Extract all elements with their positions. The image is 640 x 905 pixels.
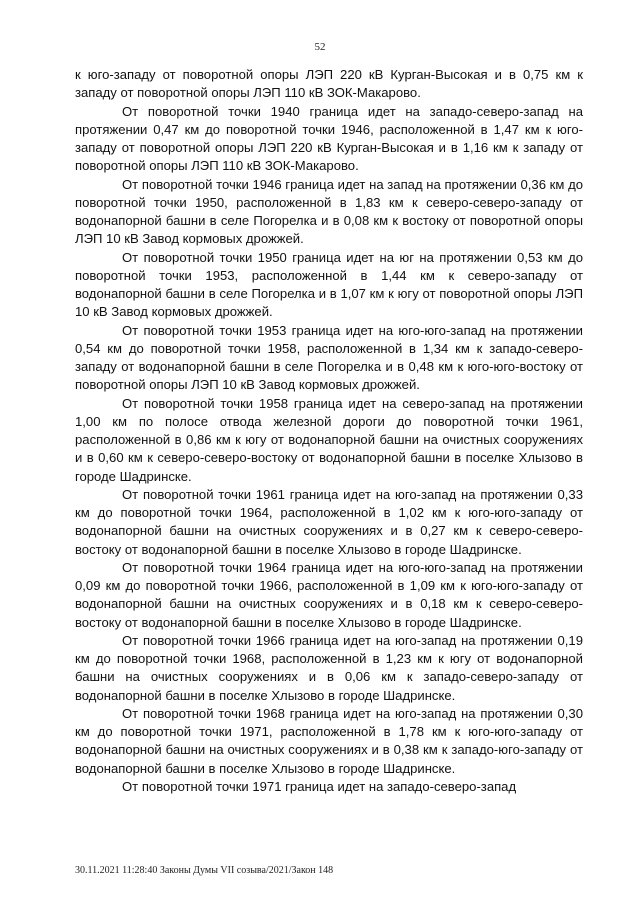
paragraph: От поворотной точки 1958 граница идет на северо-запад на протяжении 1,00 км по полосе отвода железной дороги до поворотной точки 1961, расположенной в 0,86 км к югу от водонапорной башни на очистных сооружениях и в 0,60 км к северо-северо-востоку от водонапорной башни в поселке Хлызово в городе Шадринске.: [75, 395, 583, 484]
paragraph: От поворотной точки 1968 граница идет на юго-запад на протяжении 0,30 км до поворотной точки 1971, расположенной в 1,78 км к юго-юго-западу от водонапорной башни на очистных сооружениях и в 0,38 км к западо-юго-западу от водонапорной башни в поселке Хлызово в городе Шадринске.: [75, 705, 583, 776]
paragraph: От поворотной точки 1940 граница идет на западо-северо-запад на протяжении 0,47 км до поворотной точки 1946, расположенной в 1,47 км к юго-западу от поворотной опоры ЛЭП 220 кВ Курган-Высокая и в 1,16 км к западу от поворотной опоры ЛЭП 110 кВ ЗОК-Макарово.: [75, 103, 583, 174]
paragraph: От поворотной точки 1953 граница идет на юго-юго-запад на протяжении 0,54 км до поворотной точки 1958, расположенной в 1,34 км к западо-северо-западу от водонапорной башни в селе Погорелка и в 0,48 км к юго-юго-востоку от поворотной опоры ЛЭП 10 кВ Завод кормовых дрожжей.: [75, 322, 583, 393]
paragraph-truncated: От поворотной точки 1971 граница идет на западо-северо-запад: [122, 778, 517, 794]
document-footer: 30.11.2021 11:28:40 Законы Думы VII созыва/2021/Закон 148: [75, 865, 334, 876]
paragraph: От поворотной точки 1961 граница идет на юго-запад на протяжении 0,33 км до поворотной точки 1964, расположенной в 1,02 км к юго-юго-западу от водонапорной башни на очистных сооружениях и в 0,27 км к северо-северо-востоку от водонапорной башни в поселке Хлызово в городе Шадринске.: [75, 486, 583, 557]
paragraph: От поворотной точки 1950 граница идет на юг на протяжении 0,53 км до поворотной точки 1953, расположенной в 1,44 км к северо-западу от водонапорной башни в селе Погорелка и в 1,07 км к югу от поворотной опоры ЛЭП 10 кВ Завод кормовых дрожжей.: [75, 249, 583, 320]
paragraph: От поворотной точки 1964 граница идет на юго-юго-запад на протяжении 0,09 км до поворотной точки 1966, расположенной в 1,09 км к юго-юго-западу от водонапорной башни на очистных сооружениях и в 0,18 км к северо-северо-востоку от водонапорной башни в поселке Хлызово в городе Шадринске.: [75, 559, 583, 630]
paragraph: От поворотной точки 1946 граница идет на запад на протяжении 0,36 км до поворотной точки 1950, расположенной в 1,83 км к северо-северо-западу от водонапорной башни в селе Погорелка и в 0,08 км к востоку от поворотной опоры ЛЭП 10 кВ Завод кормовых дрожжей.: [75, 176, 583, 247]
paragraph: От поворотной точки 1966 граница идет на юго-запад на протяжении 0,19 км до поворотной точки 1968, расположенной в 1,23 км к югу от водонапорной башни на очистных сооружениях и в 0,06 км к западо-северо-западу от водонапорной башни в поселке Хлызово в городе Шадринске.: [75, 632, 583, 703]
paragraph-continuation: к юго-западу от поворотной опоры ЛЭП 220 кВ Курган-Высокая и в 0,75 км к западу от поворотной опоры ЛЭП 110 кВ ЗОК-Макарово.: [75, 67, 583, 101]
document-body: [75, 66, 583, 796]
page-number: 52: [314, 41, 326, 53]
